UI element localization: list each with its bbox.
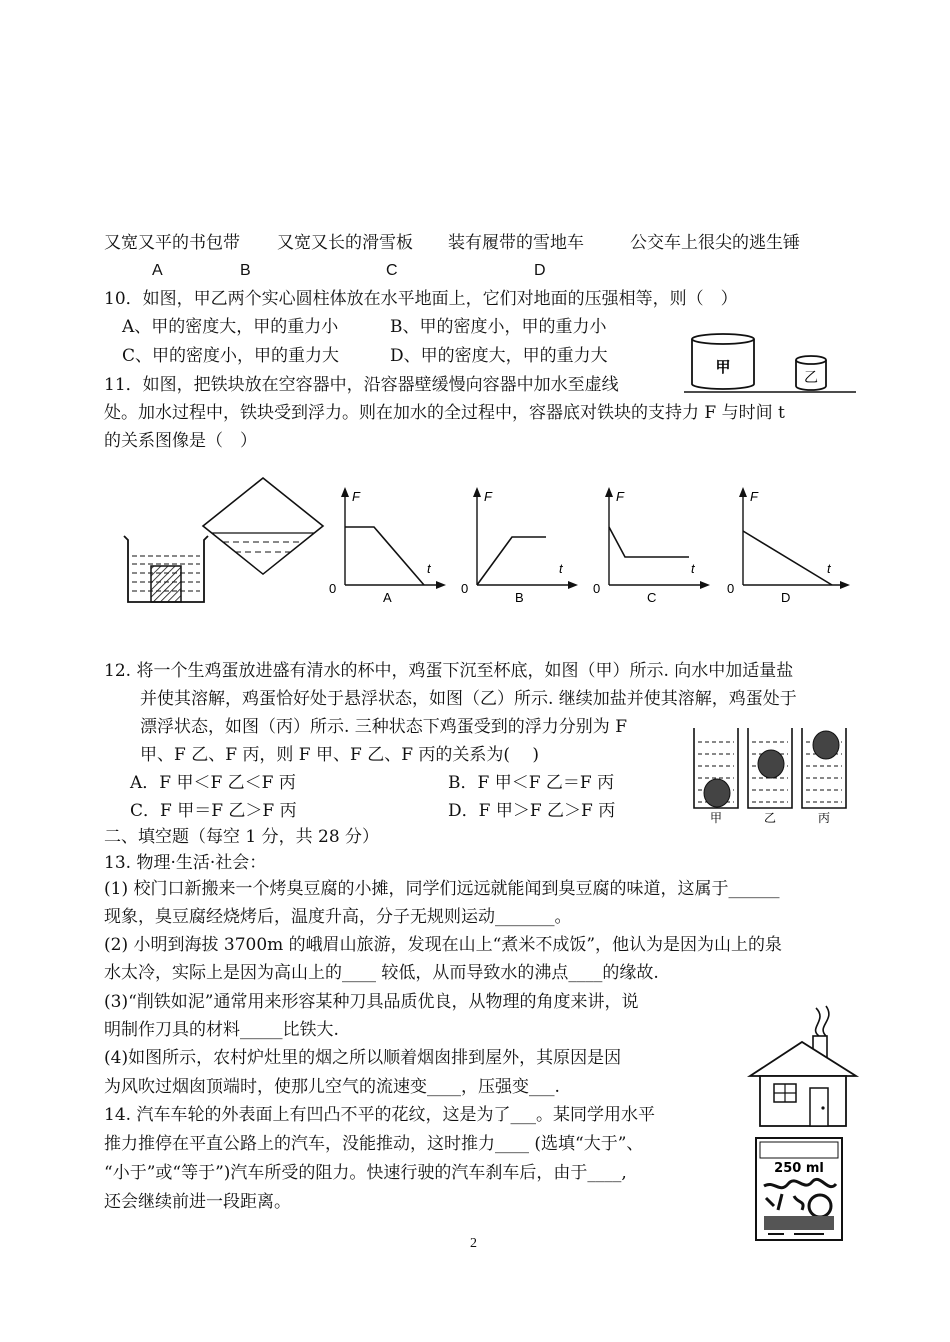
- q12-option-b: B．F 甲＜F 乙＝F 丙: [448, 773, 615, 793]
- q11-graph-a-label: A: [383, 590, 392, 605]
- q11-line-1: 11．如图，把铁块放在空容器中，沿容器壁缓慢向容器中加水至虚线: [104, 375, 619, 395]
- option-text-a: 又宽又平的书包带: [104, 233, 240, 253]
- q11-graph-b-label: B: [515, 590, 524, 605]
- q11-line-2: 处。加水过程中，铁块受到浮力。则在加水的全过程中，容器底对铁块的支持力 F 与时间 t: [104, 403, 785, 423]
- q12-line-3: 漂浮状态，如图（丙）所示. 三种状态下鸡蛋受到的浮力分别为 F: [140, 717, 628, 737]
- q10-option-b: B、甲的密度小，甲的重力小: [390, 317, 607, 337]
- house-chimney-figure: [746, 1002, 861, 1130]
- q11-graph-b: [458, 485, 578, 610]
- milk-carton-figure: [754, 1136, 846, 1242]
- q14-line-1: 14. 汽车车轮的外表面上有凹凸不平的花纹，这是为了___。某同学用水平: [104, 1105, 655, 1125]
- milk-volume-label: 250 ml: [774, 1161, 824, 1176]
- option-text-d: 公交车上很尖的逃生锤: [630, 233, 800, 253]
- q11-graph-a-origin: 0: [329, 581, 337, 596]
- q13-p4-line-1: (4)如图所示，农村炉灶里的烟之所以顺着烟囱排到屋外，其原因是因: [104, 1048, 622, 1068]
- q12-fig-label-3: 丙: [817, 811, 831, 825]
- q13-p2-line-1: (2) 小明到海拔 3700m 的峨眉山旅游，发现在山上“煮米不成饭”，他认为是因为山上的泉: [104, 935, 783, 955]
- q11-graph-d-label: D: [781, 590, 791, 605]
- q11-graph-b-origin: 0: [461, 581, 469, 596]
- q13-title: 13. 物理·生活·社会：: [104, 853, 267, 873]
- q14-line-4: 还会继续前进一段距离。: [104, 1192, 291, 1212]
- q10-option-c: C、甲的密度小，甲的重力大: [122, 346, 340, 366]
- q11-graph-a: [326, 485, 446, 610]
- section-2-heading: 二、填空题（每空 1 分，共 28 分）: [104, 827, 380, 847]
- q12-option-d: D．F 甲＞F 乙＞F 丙: [448, 801, 616, 821]
- q10-option-a: A、甲的密度大，甲的重力小: [122, 317, 339, 337]
- q11-graph-d-origin: 0: [727, 581, 735, 596]
- q13-p1-line-2: 现象，臭豆腐经烧烤后，温度升高，分子无规则运动_______。: [104, 907, 572, 927]
- q12-option-c: C．F 甲＝F 乙＞F 丙: [130, 801, 297, 821]
- q13-p1-line-1: (1) 校门口新搬来一个烤臭豆腐的小摊，同学们远远就能闻到臭豆腐的味道，这属于______: [104, 879, 780, 899]
- q10-option-d: D、甲的密度大，甲的重力大: [390, 346, 608, 366]
- q10-fig-label-left: 甲: [715, 358, 731, 376]
- q11-graph-c-axis-f: F: [616, 489, 624, 504]
- q12-egg-cups-figure: [690, 722, 850, 828]
- q12-line-4: 甲、F 乙、F 丙，则 F 甲、F 乙、F 丙的关系为( ): [140, 745, 540, 765]
- q12-line-2: 并使其溶解，鸡蛋恰好处于悬浮状态，如图（乙）所示. 继续加盐并使其溶解，鸡蛋处于: [140, 689, 797, 709]
- q14-line-3: “小于”或“等于”)汽车所受的阻力。快速行驶的汽车刹车后，由于____,: [104, 1163, 627, 1183]
- option-letter-a: A: [152, 262, 163, 279]
- q12-fig-label-2: 乙: [763, 811, 777, 825]
- q10-fig-label-right: 乙: [804, 370, 818, 386]
- q11-graph-a-axis-f: F: [352, 489, 360, 504]
- option-text-b: 又宽又长的滑雪板: [277, 233, 413, 253]
- q11-graph-d: [724, 485, 854, 610]
- q14-line-2: 推力推停在平直公路上的汽车，没能推动，这时推力____ (选填“大于”、: [104, 1134, 644, 1154]
- q12-line-1: 12. 将一个生鸡蛋放进盛有清水的杯中，鸡蛋下沉至杯底，如图（甲）所示. 向水中加适量盐: [104, 661, 794, 681]
- q11-container-figure: [118, 474, 328, 609]
- q10-stem: 10．如图，甲乙两个实心圆柱体放在水平地面上，它们对地面的压强相等，则（ ）: [104, 289, 738, 309]
- option-letter-b: B: [240, 262, 251, 279]
- q11-graph-c-origin: 0: [593, 581, 601, 596]
- q11-graph-c-label: C: [647, 590, 657, 605]
- q13-p2-line-2: 水太冷，实际上是因为高山上的____ 较低，从而导致水的沸点____的缘故.: [104, 963, 659, 983]
- q10-cylinders-figure: [684, 330, 859, 395]
- q11-graph-c-axis-t: t: [691, 561, 695, 576]
- q12-fig-label-1: 甲: [709, 811, 723, 825]
- option-letter-d: D: [534, 262, 546, 279]
- q11-graph-b-axis-t: t: [559, 561, 563, 576]
- q11-graph-d-axis-t: t: [827, 561, 831, 576]
- option-text-c: 装有履带的雪地车: [448, 233, 584, 253]
- q13-p3-line-2: 明制作刀具的材料_____比铁大.: [104, 1020, 339, 1040]
- q13-p3-line-1: (3)“削铁如泥”通常用来形容某种刀具品质优良，从物理的角度来讲，说: [104, 992, 639, 1012]
- q11-graph-c: [590, 485, 710, 610]
- option-letter-c: C: [386, 262, 398, 279]
- page-number: 2: [470, 1236, 477, 1251]
- q12-option-a: A．F 甲＜F 乙＜F 丙: [130, 773, 296, 793]
- q11-graph-a-axis-t: t: [427, 561, 431, 576]
- q13-p4-line-2: 为风吹过烟囱顶端时，使那儿空气的流速变____，压强变___.: [104, 1077, 560, 1097]
- q11-graph-d-axis-f: F: [750, 489, 758, 504]
- q11-graph-b-axis-f: F: [484, 489, 492, 504]
- q11-line-3: 的关系图像是（ ）: [104, 431, 257, 451]
